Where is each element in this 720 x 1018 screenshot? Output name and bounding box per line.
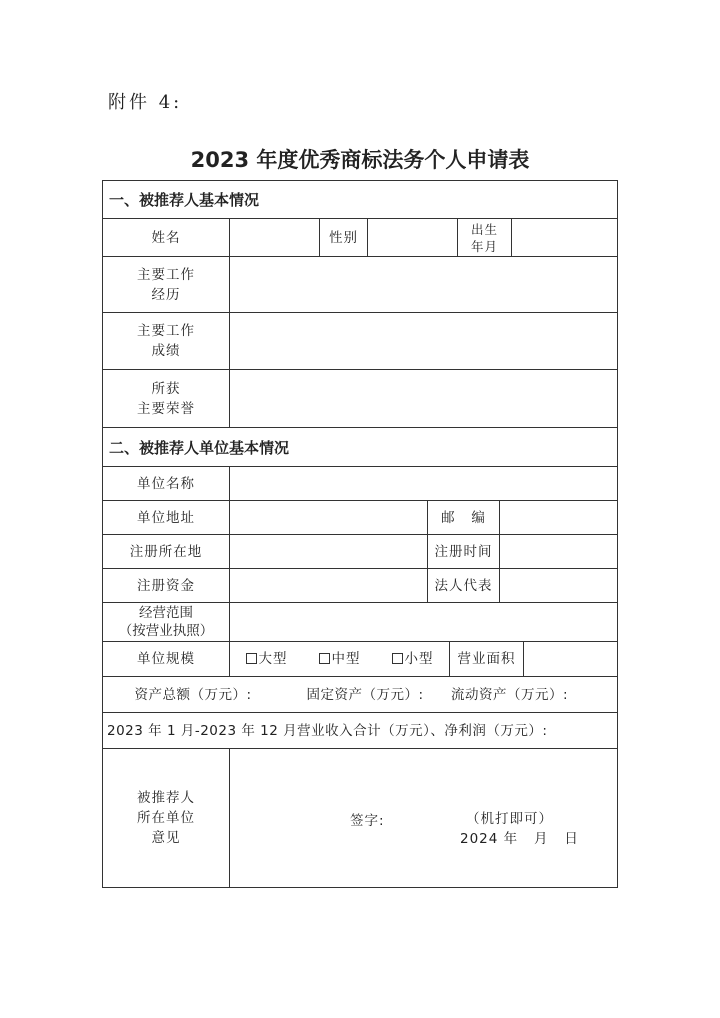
honors-row xyxy=(103,369,617,427)
unit-name-label: 单位名称 xyxy=(137,475,195,492)
registered-capital-label: 注册资金 xyxy=(137,577,195,594)
current-assets-label: 流动资产（万元）: xyxy=(451,686,569,703)
work-achievement-label: 主要工作 成绩 xyxy=(137,323,195,359)
business-scope-label: 经营范围 （按营业执照） xyxy=(118,605,214,639)
signature-label: 签字: xyxy=(350,813,385,829)
work-experience-row xyxy=(103,256,617,312)
registration-time-field[interactable] xyxy=(499,535,617,568)
personal-info-row xyxy=(103,218,617,256)
registration-row xyxy=(103,534,617,568)
work-achievement-field[interactable] xyxy=(229,313,617,369)
scale-options xyxy=(229,642,449,676)
opinion-field[interactable] xyxy=(229,749,617,887)
registration-time-label: 注册时间 xyxy=(427,535,499,568)
opinion-label: 被推荐人 所在单位 意见 xyxy=(137,790,195,846)
unit-address-field[interactable] xyxy=(229,501,427,534)
work-experience-label: 主要工作 经历 xyxy=(137,266,195,303)
scale-label: 单位规模 xyxy=(137,651,195,667)
legal-representative-field[interactable] xyxy=(499,569,617,602)
checkbox-icon xyxy=(246,653,257,664)
fixed-assets-label: 固定资产（万元）: xyxy=(306,686,424,703)
machine-print-note: （机打即可） xyxy=(466,811,553,827)
capital-row xyxy=(103,568,617,602)
date-label: 2024 年 月 日 xyxy=(460,831,579,847)
revenue-label[interactable]: 2023 年 1 月-2023 年 12 月营业收入合计（万元）、净利润（万元）: xyxy=(107,722,548,739)
birth-label: 出生 年月 xyxy=(457,219,511,256)
scale-option-small[interactable]: 小型 xyxy=(392,649,434,669)
attachment-label: 附件 4: xyxy=(108,92,183,113)
gender-label: 性别 xyxy=(319,219,367,256)
work-achievement-row xyxy=(103,312,617,369)
honors-field[interactable] xyxy=(229,370,617,427)
unit-name-field[interactable] xyxy=(229,467,617,500)
section1-heading: 一、被推荐人基本情况 xyxy=(109,191,260,209)
business-area-field[interactable] xyxy=(523,642,617,676)
opinion-row xyxy=(103,748,617,887)
name-label: 姓名 xyxy=(151,229,181,246)
business-scope-field[interactable] xyxy=(229,603,617,641)
postcode-field[interactable] xyxy=(499,501,617,534)
section1-heading-row xyxy=(103,181,617,218)
gender-field[interactable] xyxy=(367,219,457,256)
section2-heading-row xyxy=(103,427,617,466)
unit-name-row xyxy=(103,466,617,500)
scale-row xyxy=(103,641,617,676)
postcode-label: 邮 编 xyxy=(427,501,499,534)
section2-heading: 二、被推荐人单位基本情况 xyxy=(109,438,290,457)
honors-label: 所获 主要荣誉 xyxy=(137,380,195,417)
application-form xyxy=(102,180,618,888)
registered-capital-field[interactable] xyxy=(229,569,427,602)
page-title: 2023 年度优秀商标法务个人申请表 xyxy=(190,148,530,172)
work-experience-field[interactable] xyxy=(229,257,617,312)
legal-representative-label: 法人代表 xyxy=(427,569,499,602)
registration-place-label: 注册所在地 xyxy=(129,543,203,560)
unit-address-row xyxy=(103,500,617,534)
business-area-label: 营业面积 xyxy=(449,642,523,676)
scale-option-large[interactable]: 大型 xyxy=(246,649,288,669)
name-field[interactable] xyxy=(229,219,319,256)
revenue-row xyxy=(103,712,617,748)
total-assets-label: 资产总额（万元）: xyxy=(134,686,252,703)
business-scope-row xyxy=(103,602,617,641)
assets-row xyxy=(103,676,617,712)
scale-option-medium[interactable]: 中型 xyxy=(319,649,361,669)
checkbox-icon xyxy=(392,653,403,664)
assets-cell[interactable] xyxy=(103,677,617,712)
birth-field[interactable] xyxy=(511,219,617,256)
checkbox-icon xyxy=(319,653,330,664)
unit-address-label: 单位地址 xyxy=(137,509,195,526)
registration-place-field[interactable] xyxy=(229,535,427,568)
